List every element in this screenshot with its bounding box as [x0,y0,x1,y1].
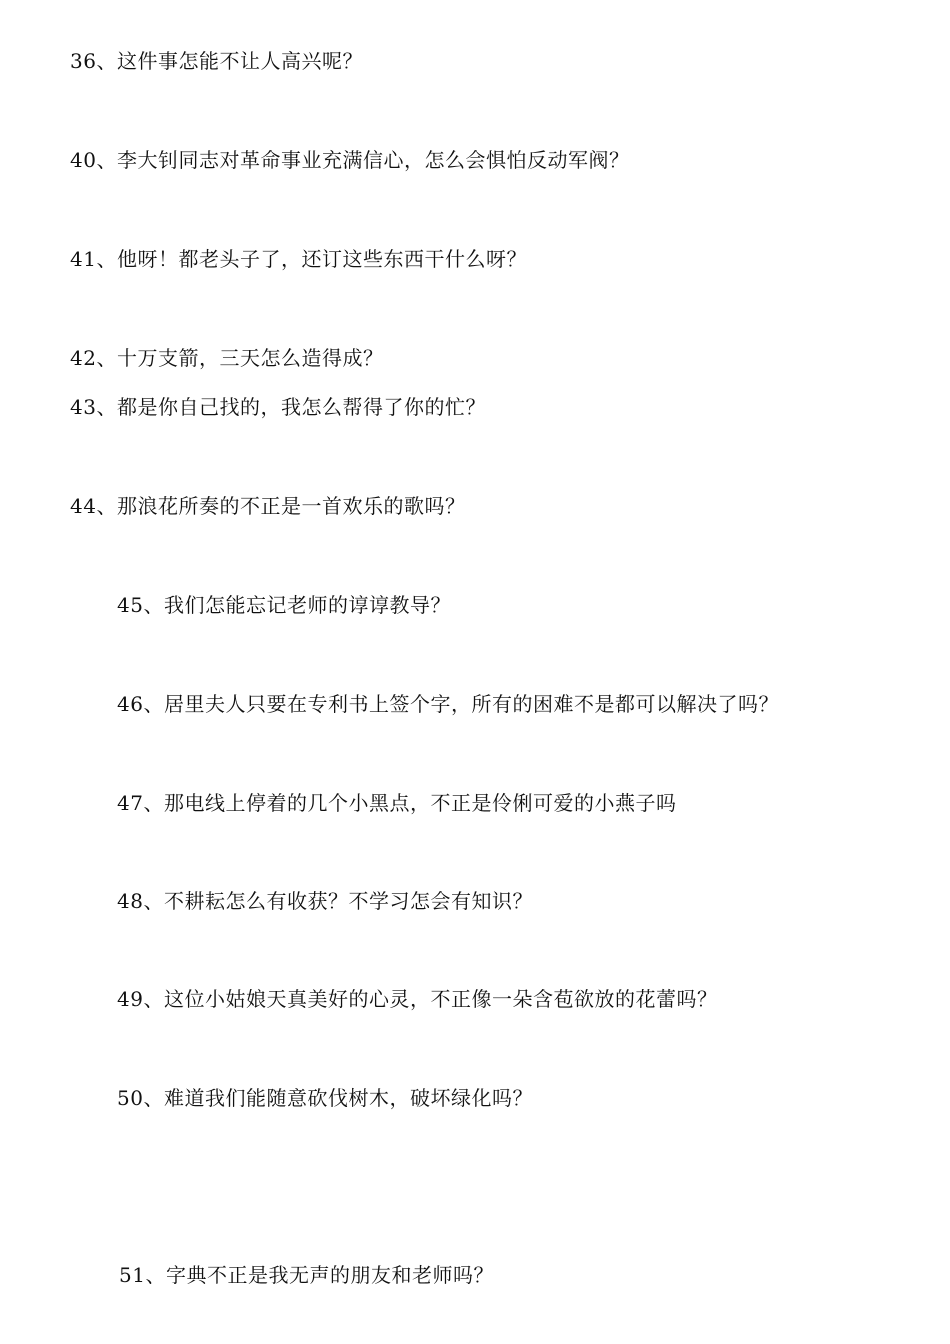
sentence-36: 36、这件事怎能不让人高兴呢？ [70,49,363,73]
sentence-45: 45、我们怎能忘记老师的谆谆教导？ [117,593,451,617]
sentence-47: 47、那电线上停着的几个小黑点，不正是伶俐可爱的小燕子吗 [117,791,677,815]
sentence-43: 43、都是你自己找的，我怎么帮得了你的忙？ [70,395,486,419]
sentence-51: 51、字典不正是我无声的朋友和老师吗？ [119,1263,494,1287]
sentence-50: 50、难道我们能随意砍伐树木，破坏绿化吗？ [117,1086,533,1110]
sentence-40: 40、李大钊同志对革命事业充满信心，怎么会惧怕反动军阀？ [70,148,630,172]
sentence-41: 41、他呀！都老头子了，还订这些东西干什么呀？ [70,247,527,271]
sentence-42: 42、十万支箭，三天怎么造得成？ [70,346,384,370]
sentence-48: 48、不耕耘怎么有收获？不学习怎会有知识？ [117,889,533,913]
sentence-46: 46、居里夫人只要在专利书上签个字，所有的困难不是都可以解决了吗？ [117,692,779,716]
sentence-44: 44、那浪花所奏的不正是一首欢乐的歌吗？ [70,494,466,518]
sentence-49: 49、这位小姑娘天真美好的心灵，不正像一朵含苞欲放的花蕾吗？ [117,987,718,1011]
